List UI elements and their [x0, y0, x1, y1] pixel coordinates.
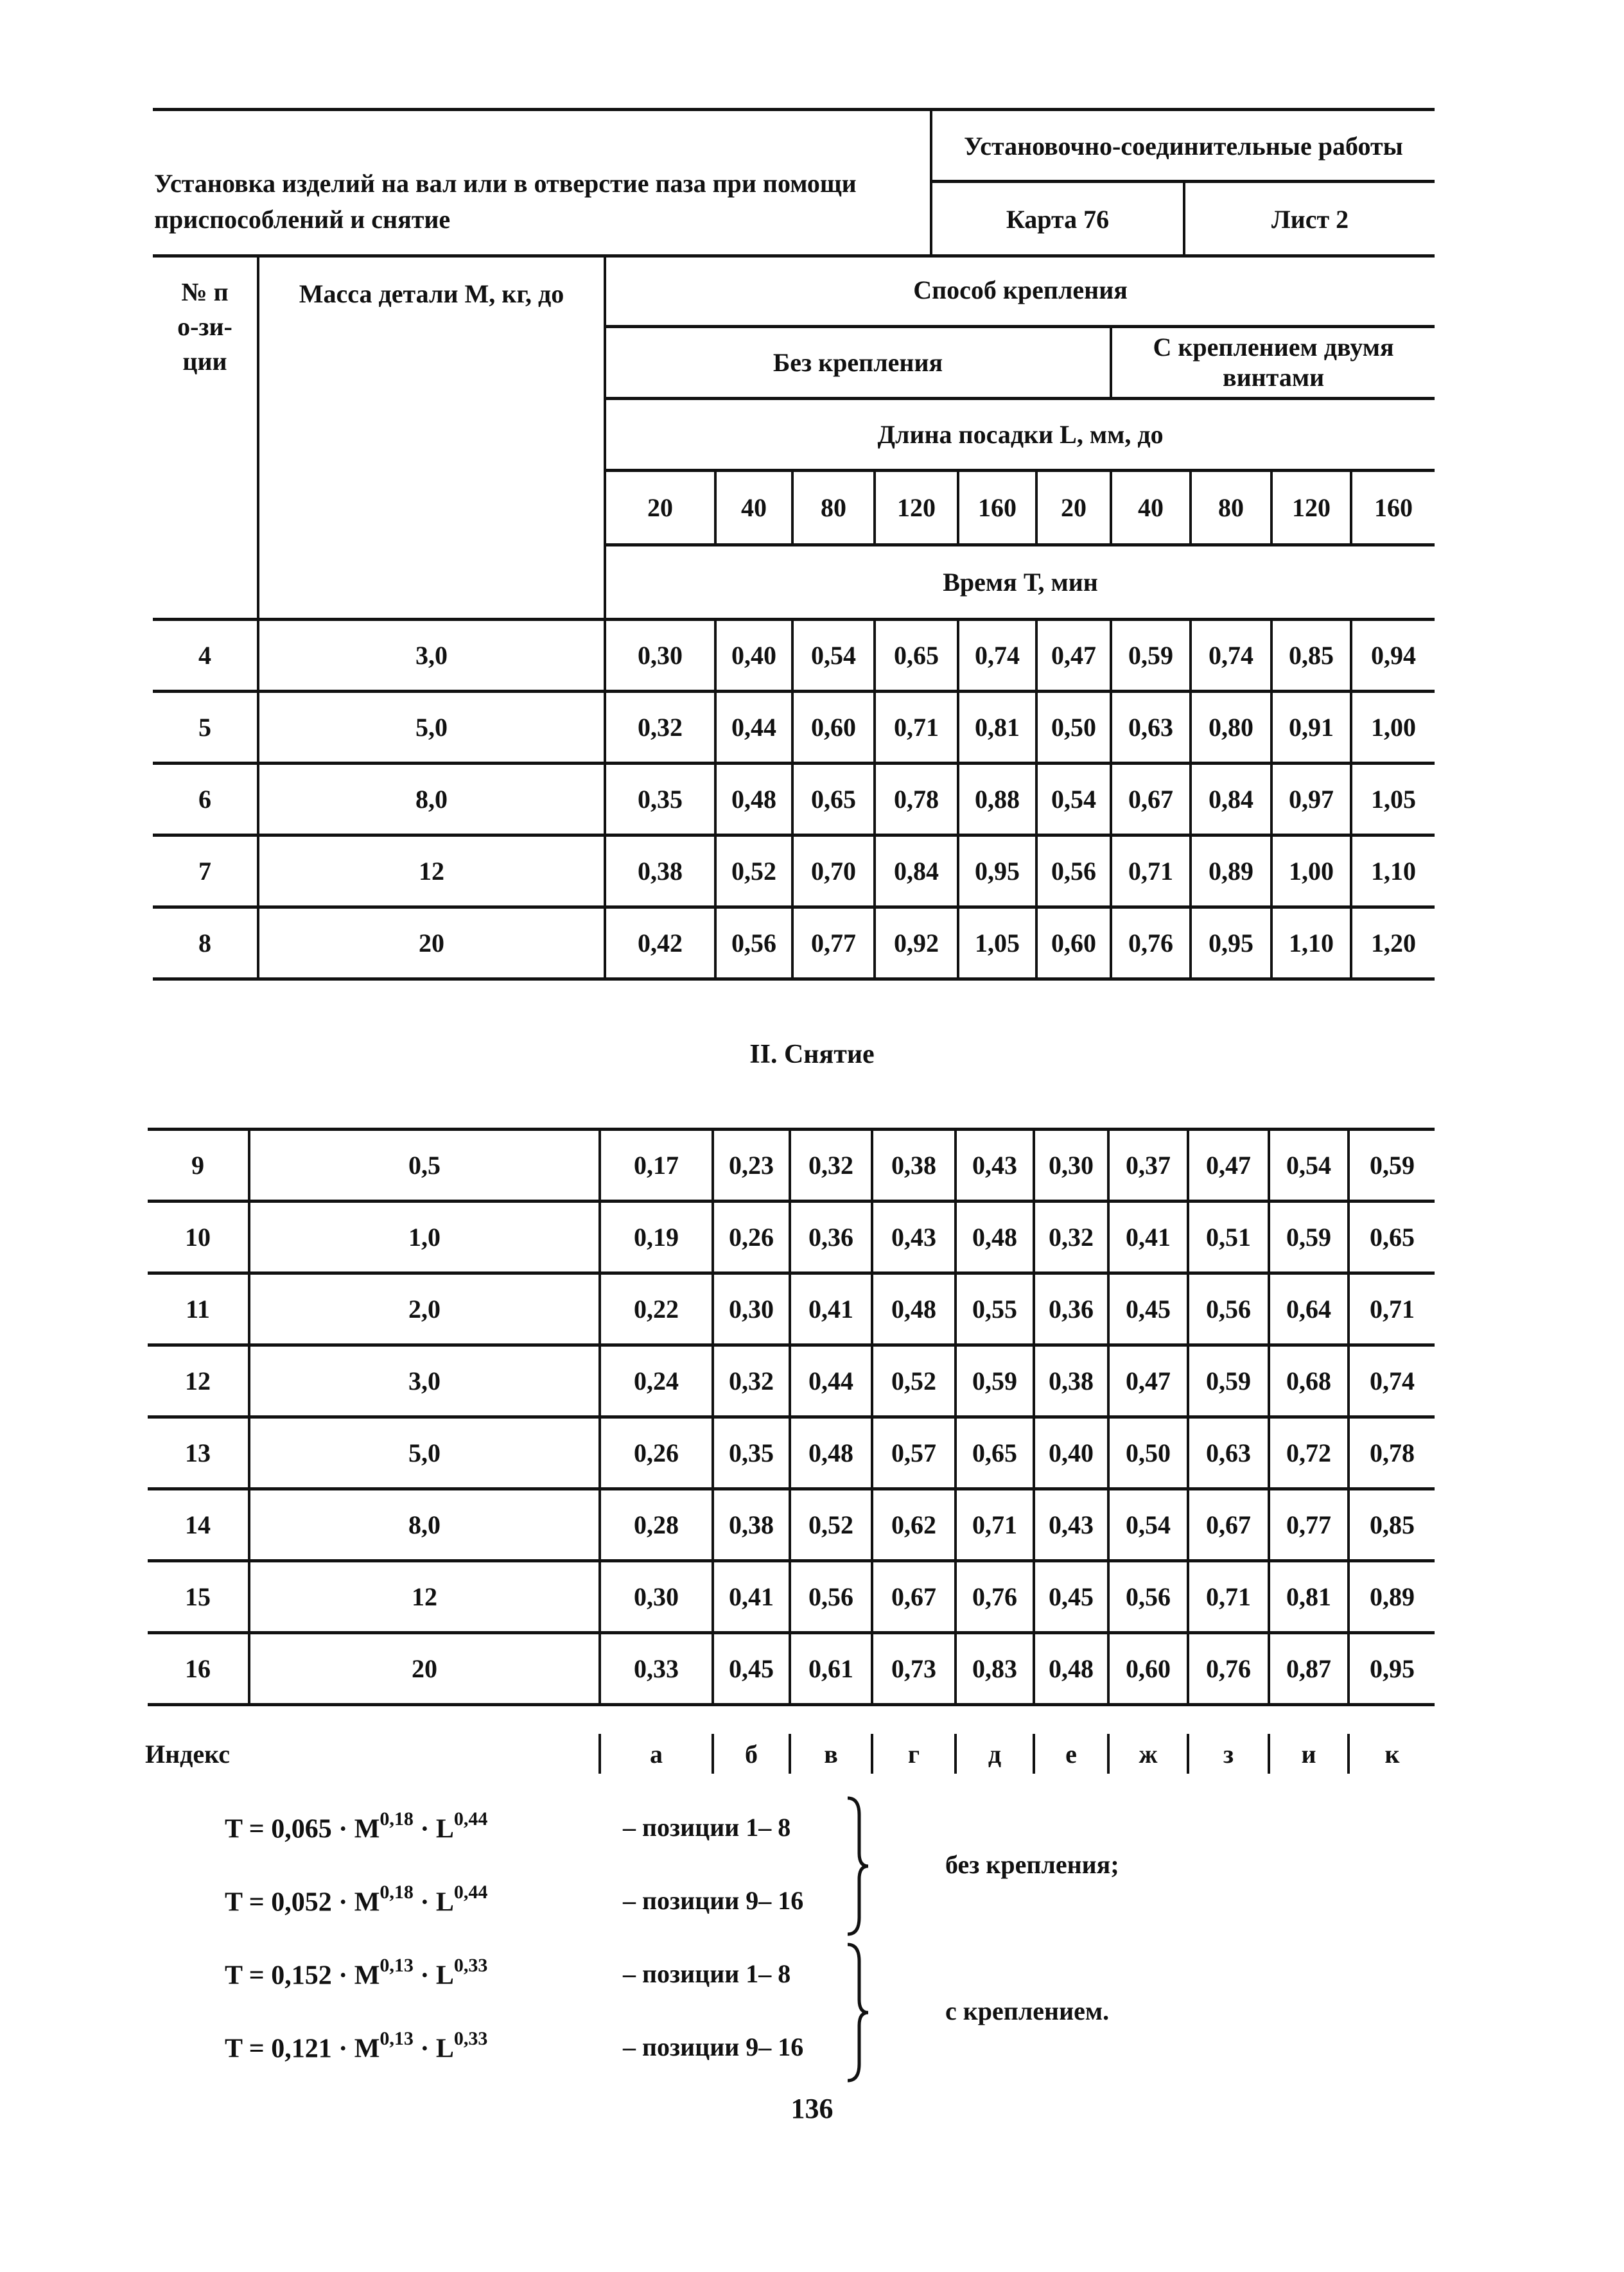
index-letter: г — [907, 1740, 920, 1769]
time-cell: 1,20 — [1351, 907, 1435, 979]
table-row — [148, 1130, 1435, 1202]
time-cell: 0,38 — [872, 1130, 956, 1202]
time-cell: 0,45 — [1034, 1561, 1108, 1633]
brace-without-fastening-icon — [845, 1796, 871, 1937]
position-cell: 8 — [153, 907, 258, 979]
index-letter: е — [1065, 1740, 1077, 1769]
mass-cell: 12 — [258, 835, 605, 907]
time-cell: 1,00 — [1271, 835, 1351, 907]
index-letter: в — [824, 1740, 838, 1769]
time-cell: 0,57 — [872, 1417, 956, 1489]
time-cell: 0,32 — [1034, 1202, 1108, 1273]
time-cell: 0,40 — [1034, 1417, 1108, 1489]
time-cell: 0,19 — [600, 1202, 713, 1273]
time-cell: 0,59 — [956, 1345, 1034, 1417]
time-cell: 0,72 — [1269, 1417, 1349, 1489]
time-cell: 0,95 — [1191, 907, 1271, 979]
formula: T = 0,121 · M$^{0,13}$ · L$^{0,33}$ — [225, 2028, 488, 2064]
time-cell: 0,56 — [1188, 1273, 1269, 1345]
time-cell: 0,26 — [600, 1417, 713, 1489]
time-cell: 0,54 — [1036, 763, 1111, 835]
position-cell: 6 — [153, 763, 258, 835]
time-cell: 0,55 — [956, 1273, 1034, 1345]
formula: T = 0,065 · M$^{0,18}$ · L$^{0,44}$ — [225, 1808, 488, 1844]
time-cell: 0,30 — [600, 1561, 713, 1633]
fit-length-label: Длина посадки L, мм, до — [877, 419, 1164, 449]
time-cell: 0,78 — [1349, 1417, 1435, 1489]
fit-length-header — [605, 398, 1435, 470]
brace-with-fastening-icon — [845, 1942, 871, 2083]
time-cell: 0,56 — [1036, 835, 1111, 907]
mass-cell: 20 — [249, 1633, 600, 1705]
table-row — [153, 763, 1435, 835]
index-letter: к — [1384, 1740, 1400, 1769]
position-cell: 14 — [148, 1489, 249, 1561]
time-cell: 0,80 — [1191, 691, 1271, 763]
time-cell: 0,35 — [713, 1417, 790, 1489]
time-cell: 0,44 — [790, 1345, 872, 1417]
header-top-rule — [153, 108, 1435, 111]
table-row — [148, 1489, 1435, 1561]
time-cell: 0,71 — [1111, 835, 1191, 907]
length-cell: 40 — [715, 470, 792, 545]
time-header: Время Т, мин — [605, 545, 1435, 619]
time-cell: 0,65 — [792, 763, 875, 835]
time-cell: 0,84 — [1191, 763, 1271, 835]
time-cell: 0,48 — [715, 763, 792, 835]
table-row — [153, 619, 1435, 691]
table-row — [148, 1345, 1435, 1417]
table-row — [148, 1561, 1435, 1633]
length-cell: 20 — [1036, 470, 1111, 545]
time-cell: 0,76 — [1111, 907, 1191, 979]
time-cell: 0,48 — [956, 1202, 1034, 1273]
time-cell: 0,23 — [713, 1130, 790, 1202]
time-cell: 0,48 — [790, 1417, 872, 1489]
time-cell: 0,37 — [1108, 1130, 1188, 1202]
time-cell: 0,67 — [872, 1561, 956, 1633]
time-cell: 0,62 — [872, 1489, 956, 1561]
formula-positions: – позиции 9– 16 — [623, 1886, 804, 1915]
time-cell: 0,71 — [1188, 1561, 1269, 1633]
time-cell: 0,33 — [600, 1633, 713, 1705]
time-cell: 0,41 — [713, 1561, 790, 1633]
time-cell: 0,65 — [956, 1417, 1034, 1489]
table-row — [148, 1417, 1435, 1489]
time-cell: 0,63 — [1111, 691, 1191, 763]
time-cell: 0,61 — [790, 1633, 872, 1705]
mass-cell: 5,0 — [258, 691, 605, 763]
time-cell: 0,67 — [1188, 1489, 1269, 1561]
time-cell: 0,22 — [600, 1273, 713, 1345]
time-cell: 0,59 — [1269, 1202, 1349, 1273]
formula: T = 0,052 · M$^{0,18}$ · L$^{0,44}$ — [225, 1882, 488, 1918]
section-removal-title: II. Снятие — [749, 1040, 875, 1069]
time-cell: 0,77 — [792, 907, 875, 979]
time-cell: 0,68 — [1269, 1345, 1349, 1417]
formula-positions: – позиции 1– 8 — [623, 1813, 791, 1842]
with-fastening-header: С креплением двумя винтами — [1111, 326, 1435, 398]
col-position-header: № по-зи-ции — [177, 277, 232, 376]
col-mass-header: Масса детали М, кг, до — [258, 256, 605, 619]
time-cell: 0,45 — [1108, 1273, 1188, 1345]
length-cell: 80 — [1191, 470, 1271, 545]
time-cell: 0,47 — [1188, 1130, 1269, 1202]
length-cell: 160 — [1351, 470, 1435, 545]
time-cell: 0,83 — [956, 1633, 1034, 1705]
time-cell: 0,60 — [792, 691, 875, 763]
index-letter: ж — [1139, 1740, 1158, 1769]
time-cell: 0,40 — [715, 619, 792, 691]
time-cell: 0,24 — [600, 1345, 713, 1417]
position-cell: 16 — [148, 1633, 249, 1705]
mass-cell: 1,0 — [249, 1202, 600, 1273]
time-cell: 0,89 — [1191, 835, 1271, 907]
length-cell: 40 — [1111, 470, 1191, 545]
time-cell: 0,48 — [1034, 1633, 1108, 1705]
time-cell: 0,26 — [713, 1202, 790, 1273]
time-cell: 0,59 — [1111, 619, 1191, 691]
time-cell: 0,52 — [715, 835, 792, 907]
time-cell: 0,70 — [792, 835, 875, 907]
time-cell: 0,67 — [1111, 763, 1191, 835]
time-cell: 0,94 — [1351, 619, 1435, 691]
time-cell: 0,85 — [1271, 619, 1351, 691]
mass-cell: 0,5 — [249, 1130, 600, 1202]
time-cell: 0,74 — [1349, 1345, 1435, 1417]
formula-positions: – позиции 1– 8 — [623, 1959, 791, 1988]
time-cell: 0,60 — [1108, 1633, 1188, 1705]
page-number: 136 — [790, 2093, 834, 2124]
time-cell: 0,56 — [790, 1561, 872, 1633]
time-cell: 0,28 — [600, 1489, 713, 1561]
time-cell: 0,59 — [1349, 1130, 1435, 1202]
index-letter: д — [988, 1740, 1002, 1769]
removal-time-table — [148, 1128, 1435, 1706]
mass-cell: 2,0 — [249, 1273, 600, 1345]
time-cell: 0,54 — [1269, 1130, 1349, 1202]
table-row — [153, 835, 1435, 907]
time-cell: 0,43 — [872, 1202, 956, 1273]
without-fastening-header: Без крепления — [605, 326, 1111, 398]
time-cell: 0,30 — [713, 1273, 790, 1345]
time-cell: 0,30 — [605, 619, 715, 691]
mass-cell: 3,0 — [249, 1345, 600, 1417]
fastening-method-header: Способ крепления — [605, 256, 1435, 326]
time-cell: 0,88 — [958, 763, 1036, 835]
time-cell: 0,32 — [713, 1345, 790, 1417]
length-cell: 120 — [875, 470, 958, 545]
time-cell: 0,71 — [875, 691, 958, 763]
time-cell: 0,60 — [1036, 907, 1111, 979]
time-cell: 0,35 — [605, 763, 715, 835]
table-row — [148, 1202, 1435, 1273]
mass-cell: 5,0 — [249, 1417, 600, 1489]
time-cell: 0,56 — [1108, 1561, 1188, 1633]
time-cell: 0,87 — [1269, 1633, 1349, 1705]
time-cell: 0,71 — [1349, 1273, 1435, 1345]
time-cell: 0,17 — [600, 1130, 713, 1202]
mass-cell: 8,0 — [258, 763, 605, 835]
length-cell: 80 — [792, 470, 875, 545]
position-cell: 12 — [148, 1345, 249, 1417]
sheet-number: Лист 2 — [1271, 205, 1349, 234]
time-cell: 1,10 — [1351, 835, 1435, 907]
length-cell: 120 — [1271, 470, 1351, 545]
time-cell: 0,65 — [1349, 1202, 1435, 1273]
document-title: Установка изделий на вал или в отверстие паза при помощи приспособлений и снятие — [154, 169, 857, 234]
time-cell: 0,77 — [1269, 1489, 1349, 1561]
time-cell: 0,45 — [713, 1633, 790, 1705]
time-cell: 0,41 — [790, 1273, 872, 1345]
length-cell: 160 — [958, 470, 1036, 545]
time-cell: 0,81 — [1269, 1561, 1349, 1633]
position-cell: 11 — [148, 1273, 249, 1345]
note-without-fastening: без крепления; — [945, 1850, 1119, 1879]
time-cell: 0,44 — [715, 691, 792, 763]
time-cell: 0,71 — [956, 1489, 1034, 1561]
time-cell: 0,84 — [875, 835, 958, 907]
time-cell: 0,76 — [956, 1561, 1034, 1633]
time-cell: 0,85 — [1349, 1489, 1435, 1561]
time-cell: 0,52 — [790, 1489, 872, 1561]
time-cell: 0,47 — [1036, 619, 1111, 691]
time-cell: 0,74 — [1191, 619, 1271, 691]
position-cell: 9 — [148, 1130, 249, 1202]
time-cell: 1,05 — [1351, 763, 1435, 835]
time-cell: 0,59 — [1188, 1345, 1269, 1417]
time-cell: 0,50 — [1108, 1417, 1188, 1489]
work-category: Установочно-соединительные работы — [964, 132, 1403, 161]
time-cell: 0,36 — [790, 1202, 872, 1273]
time-cell: 1,05 — [958, 907, 1036, 979]
index-letter: а — [650, 1740, 663, 1769]
time-cell: 0,91 — [1271, 691, 1351, 763]
time-cell: 0,73 — [872, 1633, 956, 1705]
time-cell: 0,92 — [875, 907, 958, 979]
time-cell: 0,65 — [875, 619, 958, 691]
position-cell: 13 — [148, 1417, 249, 1489]
time-cell: 0,36 — [1034, 1273, 1108, 1345]
mass-cell: 12 — [249, 1561, 600, 1633]
position-cell: 10 — [148, 1202, 249, 1273]
time-cell: 0,95 — [1349, 1633, 1435, 1705]
time-cell: 0,64 — [1269, 1273, 1349, 1345]
time-cell: 0,38 — [1034, 1345, 1108, 1417]
time-cell: 1,10 — [1271, 907, 1351, 979]
time-cell: 0,54 — [1108, 1489, 1188, 1561]
time-cell: 0,42 — [605, 907, 715, 979]
time-cell: 0,43 — [956, 1130, 1034, 1202]
time-cell: 0,56 — [715, 907, 792, 979]
time-cell: 0,52 — [872, 1345, 956, 1417]
note-with-fastening: с креплением. — [945, 1997, 1110, 2025]
mass-cell: 3,0 — [258, 619, 605, 691]
time-cell: 0,32 — [605, 691, 715, 763]
card-number: Карта 76 — [1006, 205, 1110, 234]
time-cell: 0,76 — [1188, 1633, 1269, 1705]
time-cell: 0,95 — [958, 835, 1036, 907]
time-cell: 0,47 — [1108, 1345, 1188, 1417]
time-cell: 0,30 — [1034, 1130, 1108, 1202]
time-cell: 0,78 — [875, 763, 958, 835]
time-cell: 0,50 — [1036, 691, 1111, 763]
time-cell: 1,00 — [1351, 691, 1435, 763]
time-cell: 0,81 — [958, 691, 1036, 763]
index-letter: з — [1223, 1740, 1234, 1769]
header-mid-rule — [930, 180, 1435, 183]
formula-positions: – позиции 9– 16 — [623, 2032, 804, 2061]
table-row — [153, 907, 1435, 979]
installation-time-table — [153, 256, 1435, 981]
time-cell: 0,43 — [1034, 1489, 1108, 1561]
time-cell: 0,63 — [1188, 1417, 1269, 1489]
time-cell: 0,41 — [1108, 1202, 1188, 1273]
time-cell: 0,48 — [872, 1273, 956, 1345]
time-cell: 0,54 — [792, 619, 875, 691]
time-cell: 0,38 — [713, 1489, 790, 1561]
formula: T = 0,152 · M$^{0,13}$ · L$^{0,33}$ — [225, 1955, 488, 1991]
time-cell: 0,38 — [605, 835, 715, 907]
time-cell: 0,74 — [958, 619, 1036, 691]
time-cell: 0,32 — [790, 1130, 872, 1202]
position-cell: 7 — [153, 835, 258, 907]
time-cell: 0,89 — [1349, 1561, 1435, 1633]
position-cell: 15 — [148, 1561, 249, 1633]
mass-cell: 8,0 — [249, 1489, 600, 1561]
time-cell: 0,97 — [1271, 763, 1351, 835]
table-row — [153, 691, 1435, 763]
length-cell: 20 — [605, 470, 715, 545]
time-cell: 0,51 — [1188, 1202, 1269, 1273]
index-letter: б — [745, 1740, 758, 1769]
table-row — [148, 1273, 1435, 1345]
position-cell: 5 — [153, 691, 258, 763]
mass-cell: 20 — [258, 907, 605, 979]
index-letter: и — [1301, 1740, 1316, 1769]
position-cell: 4 — [153, 619, 258, 691]
index-label: Индекс — [145, 1740, 230, 1769]
table-row — [148, 1633, 1435, 1705]
